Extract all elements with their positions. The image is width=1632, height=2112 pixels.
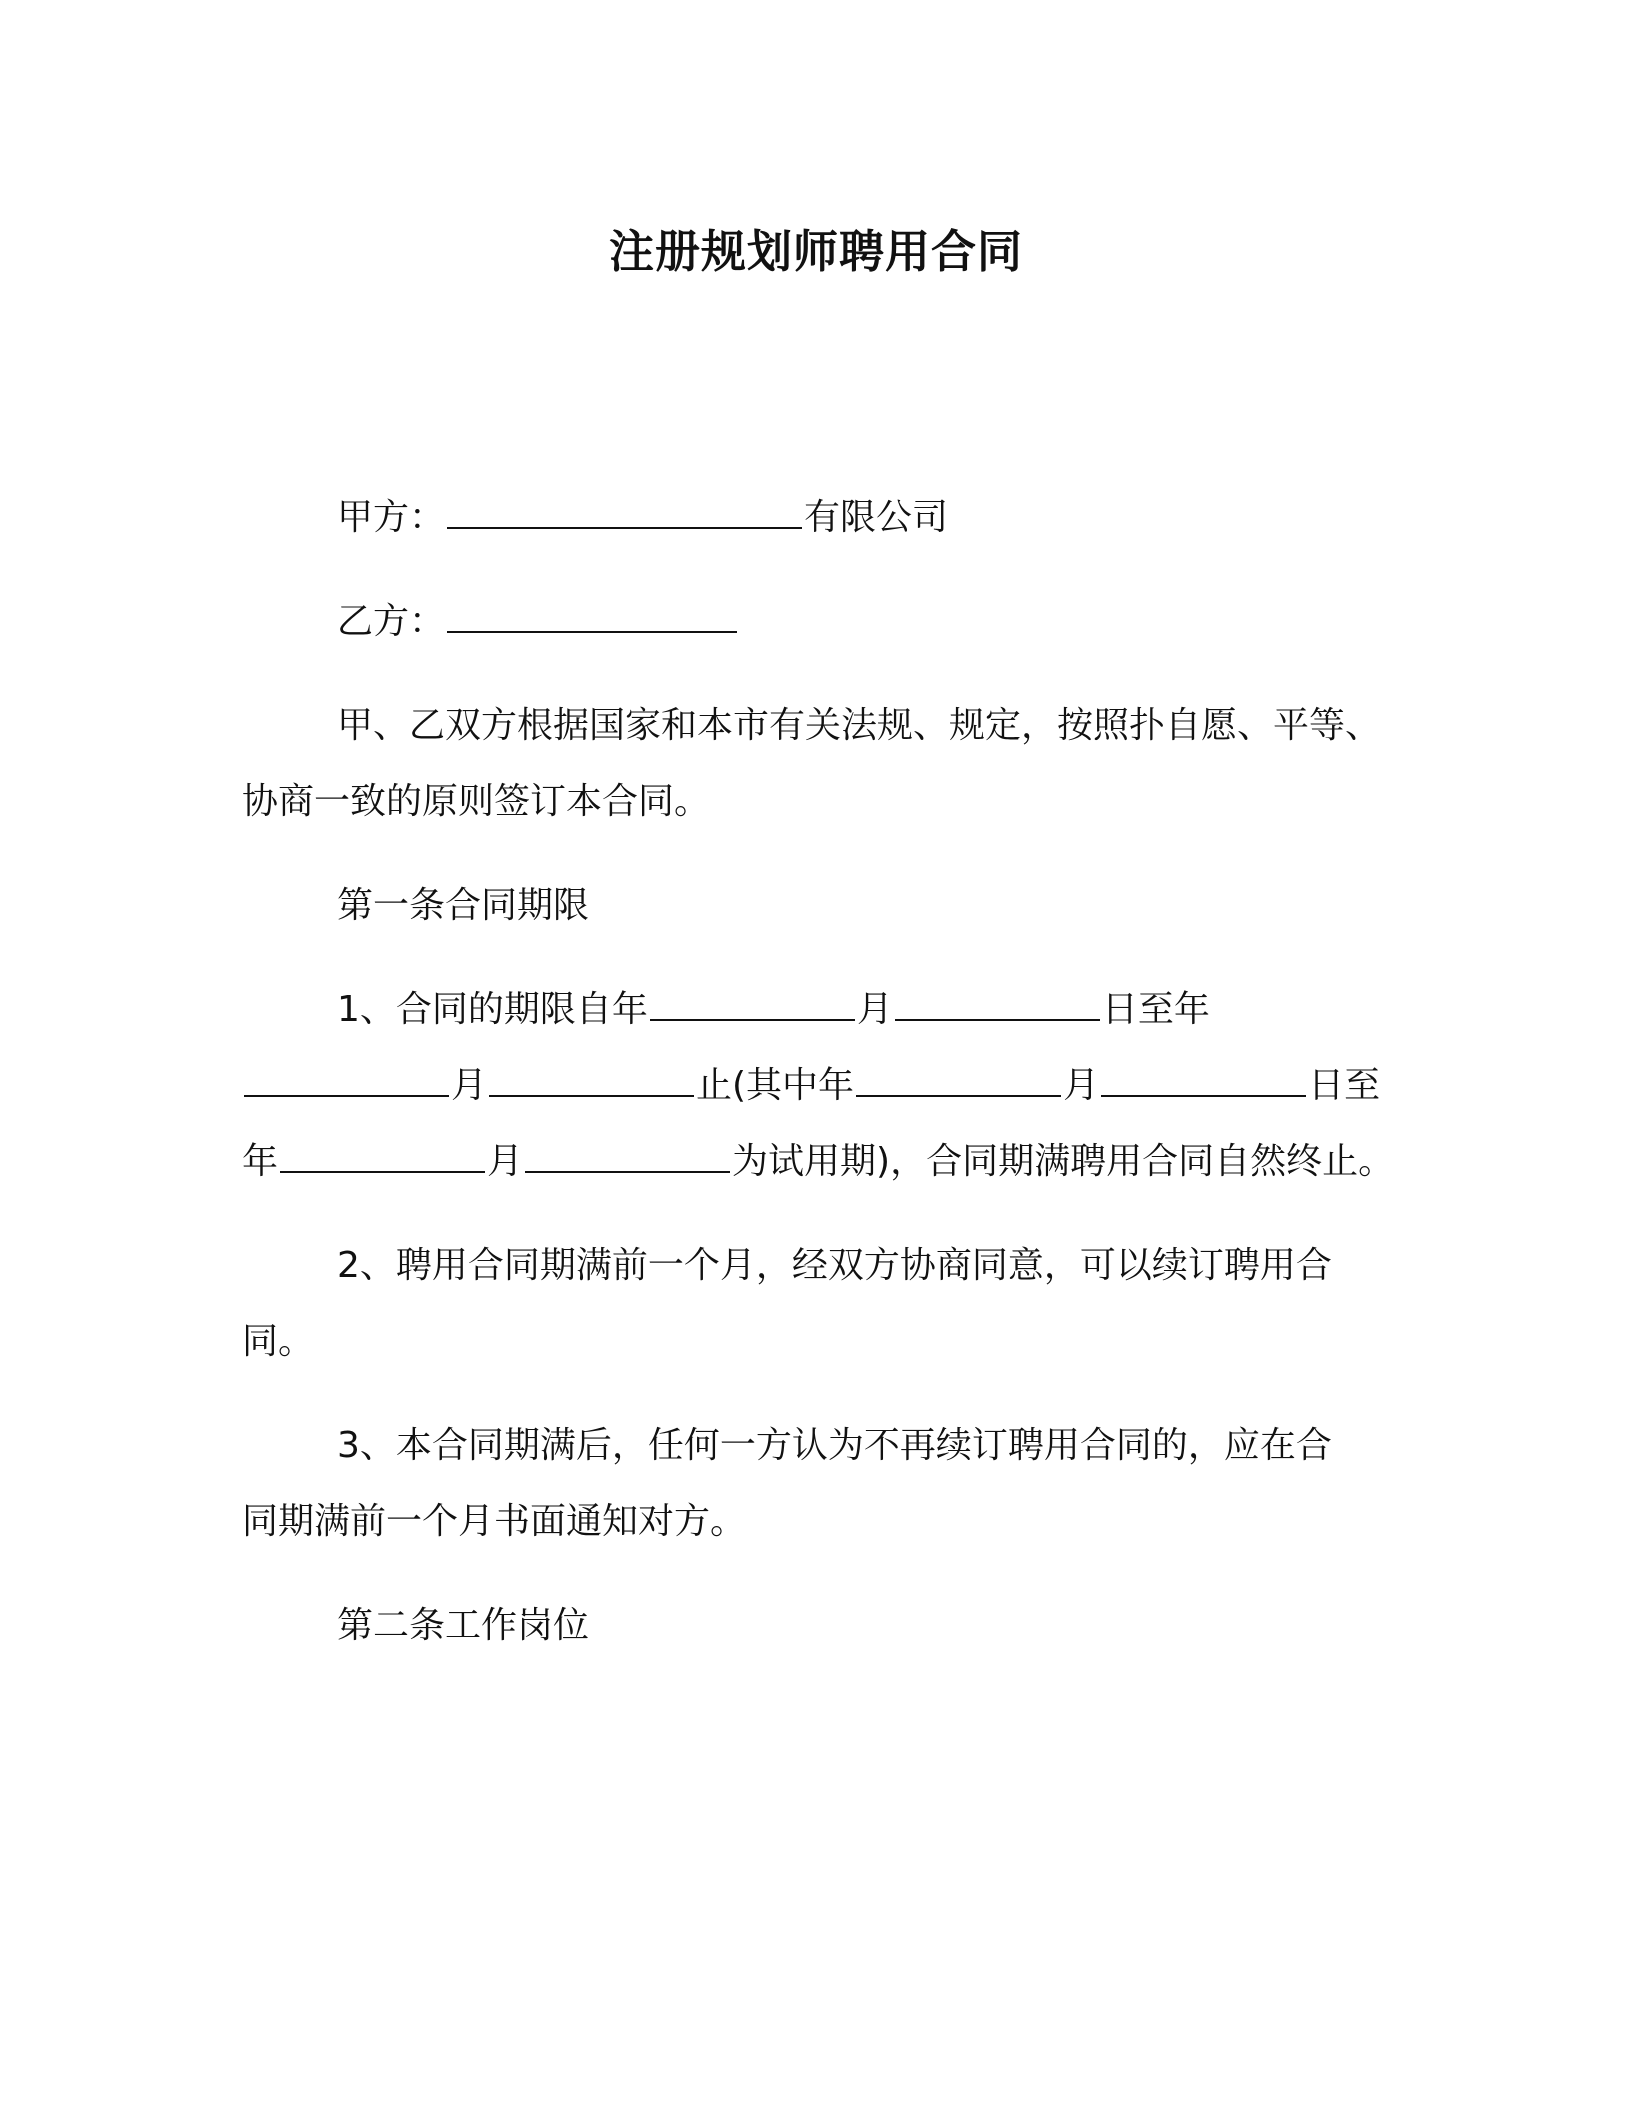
end-month-blank <box>489 1067 694 1097</box>
party-a-suffix: 有限公司 <box>804 497 949 538</box>
clause-1-text-j: 为试用期)，合同期满聘用合同自然终止。 <box>732 1141 1395 1182</box>
start-day-blank <box>895 991 1100 1021</box>
intro-paragraph-line-1: 甲、乙双方根据国家和本市有关法规、规定，按照扑自愿、平等、 <box>337 705 1382 746</box>
probation-start-blank <box>856 1067 1061 1097</box>
party-a-label: 甲方： <box>337 497 446 538</box>
clause-1-text-b: 月 <box>856 989 893 1030</box>
probation-end-year-blank <box>280 1143 485 1173</box>
clause-3-line-1: 3、本合同期满后，任何一方认为不再续订聘用合同的，应在合 <box>337 1425 1332 1466</box>
probation-end-month-blank <box>525 1143 730 1173</box>
party-b-blank <box>447 603 737 633</box>
document-title: 注册规划师聘用合同 <box>608 225 1023 278</box>
party-a-line <box>337 480 948 556</box>
clause-2-line-1: 2、聘用合同期满前一个月，经双方协商同意，可以续订聘用合 <box>337 1245 1332 1286</box>
clause-3-line-2: 同期满前一个月书面通知对方。 <box>242 1501 747 1542</box>
clause-1-text-c: 日至年 <box>1101 989 1210 1030</box>
party-a-blank <box>447 499 802 529</box>
clause-2-line-2: 同。 <box>242 1321 315 1362</box>
probation-start-day-blank <box>1101 1067 1306 1097</box>
article-1-heading: 第一条合同期限 <box>337 885 590 926</box>
end-year-blank <box>244 1067 449 1097</box>
clause-1-line-2 <box>242 1048 1380 1124</box>
clause-1-text-d: 月 <box>451 1065 488 1106</box>
clause-1-text-a: 1、合同的期限自年 <box>337 989 648 1030</box>
clause-1-text-f: 月 <box>1063 1065 1100 1106</box>
clause-1-line-1 <box>337 972 1210 1048</box>
start-month-blank <box>650 991 855 1021</box>
clause-1-line-3 <box>242 1124 1394 1200</box>
article-2-heading: 第二条工作岗位 <box>337 1605 590 1646</box>
party-b-label: 乙方： <box>337 601 446 642</box>
clause-1-text-g: 日至 <box>1308 1065 1381 1106</box>
clause-1-text-h: 年 <box>242 1141 279 1182</box>
clause-1-text-i: 月 <box>487 1141 524 1182</box>
party-b-line <box>337 584 739 660</box>
clause-1-text-e: 止(其中年 <box>696 1065 855 1106</box>
intro-paragraph-line-2: 协商一致的原则签订本合同。 <box>242 781 711 822</box>
